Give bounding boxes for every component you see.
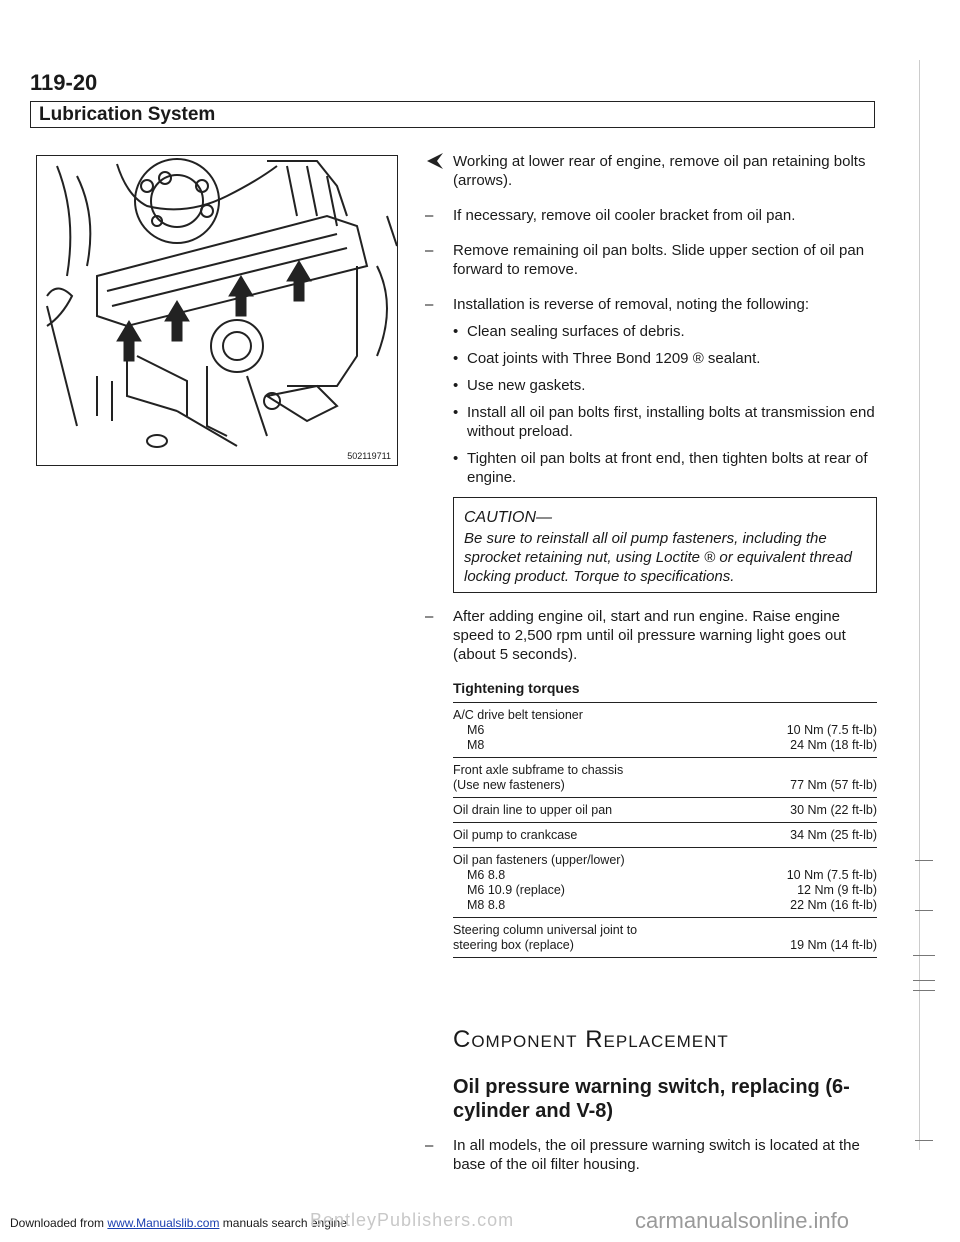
row-value: 22 Nm (16 ft-lb): [790, 898, 877, 912]
margin-marks: [905, 60, 945, 1160]
page-number: 119-20: [30, 70, 98, 95]
step-installation: [425, 295, 880, 487]
footer-prefix: Downloaded from: [10, 1216, 105, 1230]
dash-marker: –: [425, 296, 434, 313]
oil-switch-subheading: Oil pressure warning switch, replacing (6-cylinder and V-8): [453, 1076, 850, 1122]
step-switch-location: [425, 1136, 880, 1174]
row-label: M6 8.8: [467, 868, 506, 882]
table-group: [453, 758, 877, 798]
step-remove-cooler-bracket: [425, 206, 880, 225]
watermark-carmanuals: carmanualsonline.info: [635, 1208, 850, 1233]
step-text: If necessary, remove oil cooler bracket from oil pan.: [453, 207, 796, 224]
step-text: Remove remaining oil pan bolts. Slide upper section of oil pan forward to remove.: [453, 242, 865, 278]
step-remove-remaining-bolts: [425, 241, 880, 279]
table-row: [453, 803, 877, 818]
table-row: [453, 898, 877, 913]
dash-marker: –: [425, 1137, 434, 1154]
row-label: M8: [467, 738, 485, 752]
table-row: [453, 723, 877, 738]
list-item: • Install all oil pan bolts first, installing bolts at transmission end without preload.: [453, 403, 880, 441]
table-group-label: Front axle subframe to chassis: [453, 763, 624, 777]
section-header-bar: [30, 101, 875, 128]
row-label: (Use new fasteners): [453, 778, 565, 792]
table-row: [453, 868, 877, 883]
row-value: 12 Nm (9 ft-lb): [797, 883, 877, 897]
step-remove-retaining-bolts: [425, 152, 880, 190]
table-group-label: Steering column universal joint to: [453, 923, 638, 937]
row-value: 24 Nm (18 ft-lb): [790, 738, 877, 752]
watermark-bentley: BentleyPublishers.com: [310, 1210, 515, 1230]
list-item: • Tighten oil pan bolts at front end, then tighten bolts at rear of engine.: [453, 449, 880, 487]
component-replacement-heading: Component Replacement: [453, 1026, 729, 1053]
row-label: Oil pump to crankcase: [453, 828, 578, 842]
row-label: M8 8.8: [467, 898, 506, 912]
torque-table-title: Tightening torques: [453, 681, 877, 703]
table-row: [453, 883, 877, 898]
section-title: Lubrication System: [39, 104, 216, 125]
row-value: 19 Nm (14 ft-lb): [790, 938, 877, 952]
table-group-label: Oil pan fasteners (upper/lower): [453, 853, 625, 867]
procedure-steps: [425, 152, 880, 503]
list-item: • Clean sealing surfaces of debris.: [453, 322, 880, 341]
caution-box: [453, 497, 877, 593]
manualslib-link[interactable]: www.Manualslib.com: [107, 1216, 220, 1230]
footer: [10, 1216, 347, 1230]
row-value: 10 Nm (7.5 ft-lb): [786, 868, 877, 882]
dash-marker: –: [425, 207, 434, 224]
row-label: M6: [467, 723, 485, 737]
table-group: [453, 918, 877, 958]
table-row: [453, 738, 877, 753]
list-item: • Use new gaskets.: [453, 376, 880, 395]
row-value: 77 Nm (57 ft-lb): [790, 778, 877, 792]
step-text: After adding engine oil, start and run engine. Raise engine speed to 2,500 rpm until oil pressure warning light goes out (about 5 seconds).: [453, 608, 846, 663]
table-group: [453, 798, 877, 823]
table-group-label: A/C drive belt tensioner: [453, 708, 583, 722]
table-row: [453, 778, 877, 793]
table-row: [453, 938, 877, 953]
row-label: steering box (replace): [453, 938, 574, 952]
caution-heading: CAUTION—: [464, 509, 552, 526]
list-item: • Coat joints with Three Bond 1209 ® sealant.: [453, 349, 880, 368]
row-label: M6 10.9 (replace): [467, 883, 565, 897]
dash-marker: –: [425, 608, 434, 625]
engine-drawing: [37, 156, 398, 466]
bolt-arrows: [117, 261, 311, 361]
figure-id: 502119711: [347, 451, 391, 461]
step-run-engine: [425, 607, 880, 664]
caution-text: Be sure to reinstall all oil pump fasteners, including the sprocket retaining nut, using Loctite ® or equivalent thread locking product. Torque to specifications.: [464, 530, 852, 585]
table-group: [453, 703, 877, 758]
row-value: 10 Nm (7.5 ft-lb): [786, 723, 877, 737]
left-arrow-icon: [425, 152, 445, 175]
engine-oil-pan-illustration: [36, 155, 398, 466]
table-group: [453, 823, 877, 848]
table-row: [453, 828, 877, 843]
step-text: Installation is reverse of removal, noting the following:: [453, 296, 810, 313]
table-group: [453, 848, 877, 918]
row-value: 30 Nm (22 ft-lb): [790, 803, 877, 817]
torque-table: [453, 681, 877, 958]
step-text: In all models, the oil pressure warning switch is located at the base of the oil filter housing.: [453, 1137, 860, 1173]
dash-marker: –: [425, 242, 434, 259]
installation-notes: [453, 322, 880, 487]
row-value: 34 Nm (25 ft-lb): [790, 828, 877, 842]
step-text: Working at lower rear of engine, remove oil pan retaining bolts (arrows).: [453, 153, 866, 189]
footer-suffix: manuals search engine: [222, 1216, 347, 1230]
row-label: Oil drain line to upper oil pan: [453, 803, 613, 817]
